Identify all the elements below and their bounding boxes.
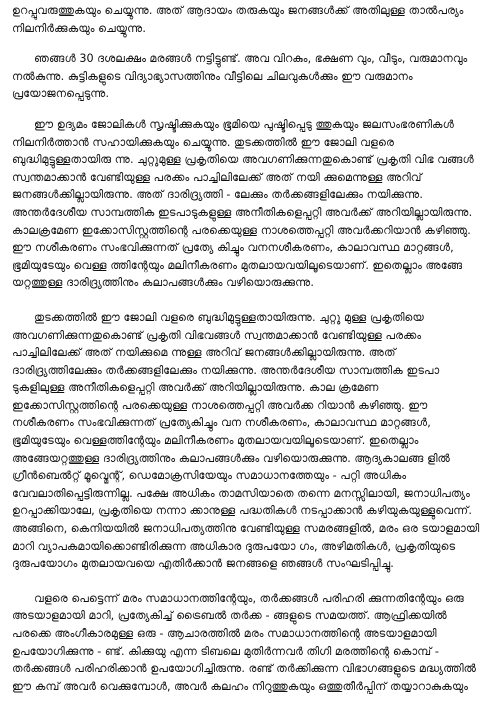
- paragraph-gap: [12, 103, 487, 116]
- paragraph-gap: [12, 292, 487, 309]
- paragraph-3: ഈ ഉദ്യമം ജോലികൾ സൃഷ്ടിക്കുകയും ഭൂമിയെ പുഷ്ടിപ്പെടു ത്തുകയും ജലസംഭരണികൾ നിലനിർത്താൻ സഹായിക്കുകയും ചെയ്യുന്നു. തുടക്കത്തിൽ ഈ ജോലി വളരെ ബുദ്ധിമുട്ടുള്ളതായിരു ന്നു. ചുറ്റുമുള്ള പ്രകൃതിയെ അവഗണിക്കുന്നതുകൊണ്ട് പ്രകൃതി വിഭ വങ്ങൾ സ്വന്തമാക്കാൻ വേണ്ടിയുള്ള പരക്കം പാച്ചിലിലേക്ക് അത് നയി ക്കുമെന്നുള്ള അറിവ് ജനങ്ങൾക്കില്ലായിരുന്നു. അത് ദാരിദ്ര്യത്തി - ലേക്കും തർക്കങ്ങളിലേക്കും നയിക്കുന്നു. അന്തർദേശീയ സാമ്പത്തിക ഇടപാടുകളുള്ള അനീതികളെപ്പറ്റി അവർക്ക് അറിയില്ലായിരുന്നു. കാലക്രമേണ ഇക്കോസിസ്റ്റത്തിന്റെ പരക്കെയുള്ള നാശത്തെപ്പറ്റി അവർക്കറിയാൻ കഴിഞ്ഞു. ഈ നശീകരണം സംഭവിക്കുന്നത് പ്രത്യേ കിച്ചും വനനശീകരണം, കാലാവസ്ഥ മാറ്റങ്ങൾ, ഭൂമിയുടേയും വെള്ള ത്തിന്റേയും മലിനീകരണം മുതലായവയിലൂടെയാണ്. ഇതെല്ലാം അങ്ങേ യറ്റത്തുള്ള ദാരിദ്ര്യത്തിനും കലാപങ്ങൾക്കും വഴിയൊരുക്കുന്നു.: [12, 117, 474, 290]
- paragraph-5: വളരെ പെട്ടെന്ന് മരം സമാധാനത്തിന്റേയും, തർക്കങ്ങൾ പരിഹരി ക്കുന്നതിന്റേയും ഒരു അടയാളമായി മാറി, പ്രത്യേകിച്ച് ട്രൈബൽ തർക്ക - ങ്ങളുടെ സമയത്ത്. ആഫ്രിക്കയിൽ പരക്കെ അംഗീകാരമുള്ള ഒരു - ആചാരത്തിൽ മരം സമാധാനത്തിന്റെ അടയാളമായി ഉപയോഗിക്കുന്നു - ണ്ട്. കിക്കുയു എന്ന ടിബലെ മുതിർന്നവർ തിഗി മരത്തിന്റെ കൊമ്പ് - തർക്കങ്ങൾ പരിഹരിക്കാൻ ഉപയോഗിച്ചിരുന്നു. രണ്ട് തർക്കിക്കുന്ന വിഭാഗങ്ങളുടെ മദ്ധ്യത്തിൽ ഈ കമ്പ് അവർ വെക്കുമ്പോൾ, അവർ കലഹം നിറുത്തുകയും ഒത്തുതീർപ്പിന് തയ്യാറാകുകയും: [12, 591, 477, 693]
- paragraph-gap: [12, 37, 487, 50]
- paragraph-4: തുടക്കത്തിൽ ഈ ജോലി വളരെ ബുദ്ധിമുട്ടുള്ളതായിരുന്നു. ചുറ്റു മുള്ള പ്രകൃതിയെ അവഗണിക്കുന്നതുകൊണ്ട് പ്രകൃതി വിഭവങ്ങൾ സ്വന്തമാക്കാൻ വേണ്ടിയുള്ള പരക്കം പാച്ചിലിലേക്ക് അത് നയിക്കുമെ ന്നുള്ള അറിവ് ജനങ്ങൾക്കില്ലായിരുന്നു. അത് ദാരിദ്ര്യത്തിലേക്കും തർക്കങ്ങളിലേക്കും നയിക്കുന്നു. അന്തർദേശീയ സാമ്പത്തിക ഇടപാ ടുകളിലുള്ള അനീതികളെപ്പറ്റി അവർക്ക് അറിയില്ലായിരുന്നു. കാല ക്രമേണ ഇക്കോസിസ്റ്റത്തിന്റെ പരക്കെയുള്ള നാശത്തെപ്പറ്റി അവർക്ക റിയാൻ കഴിഞ്ഞു. ഈ നശീകരണം സംഭവിക്കുന്നത് പ്രത്യേകിച്ചും വന നശീകരണം, കാലാവസ്ഥ മാറ്റങ്ങൾ, ഭൂമിയുടേയും വെള്ളത്തിന്റേയും മലിനീകരണം മുതലായവയിലൂടെയാണ്. ഇതെല്ലാം അങ്ങേയറ്റത്തുള്ള ദാരിദ്ര്യത്തിനും കലാപങ്ങൾക്കും വഴിയൊരുക്കുന്നു. ആദ്യകാലങ്ങ ളിൽ ഗ്രീൻബെൽറ്റ് മൂവ്മെന്റ്, ഡെമോക്രസിയേയും സമാധാനത്തേയും - പറ്റി അധികം വേവലാതിപ്പെട്ടിരുന്നില്ല. പക്ഷേ അധികം താമസിയാതെ തന്നെ മനസ്സിലായി, ജനാധിപത്യം ഉറപ്പാക്കിയാലേ, പ്രകൃതിയെ നന്നാ ക്കാനുള്ള പദ്ധതികൾ നടപ്പാക്കാൻ കഴിയുകയുള്ളുവെന്ന്. അങ്ങിനെ, കെനിയയിൽ ജനാധിപത്യത്തിനു വേണ്ടിയുള്ള സമരങ്ങളിൽ, മരം ഒര ടയാളമായി മാറി വ്യാപകമായിക്കൊണ്ടിരിക്കുന്ന അധികാര ദുരുപയോ ഗം, അഴിമതികൾ, പ്രകൃതിയുടെ ദുരുപയോഗം മുതലായവയെ എതിർക്കാൻ ജനങ്ങളെ ഞങ്ങൾ സംഘടിപ്പിച്ചു.: [12, 310, 480, 571]
- paragraph-gap: [12, 573, 487, 590]
- paragraph-2: ഞങ്ങൾ 30 ദശലക്ഷം മരങ്ങൾ നട്ടിട്ടുണ്ട്. അവ വിറകും, ഭക്ഷണ വും, വീടും, വരുമാനവും നൽകുന്നു. കുട്ടികളുടെ വിദ്യാഭ്യാസത്തിനും വീട്ടിലെ ചിലവുകൾക്കും ഈ വരുമാനം പ്രയോജനപ്പെടുന്നു.: [12, 52, 468, 101]
- paragraph-1: ഉറപ്പുവരുത്തുകയും ചെയ്യുന്നു. അത് ആദായം തരുകയും ജനങ്ങൾക്ക് അതിലുള്ള താൽപര്യം നിലനിർക്കുകയും ചെയ്യുന്നു.: [12, 4, 464, 35]
